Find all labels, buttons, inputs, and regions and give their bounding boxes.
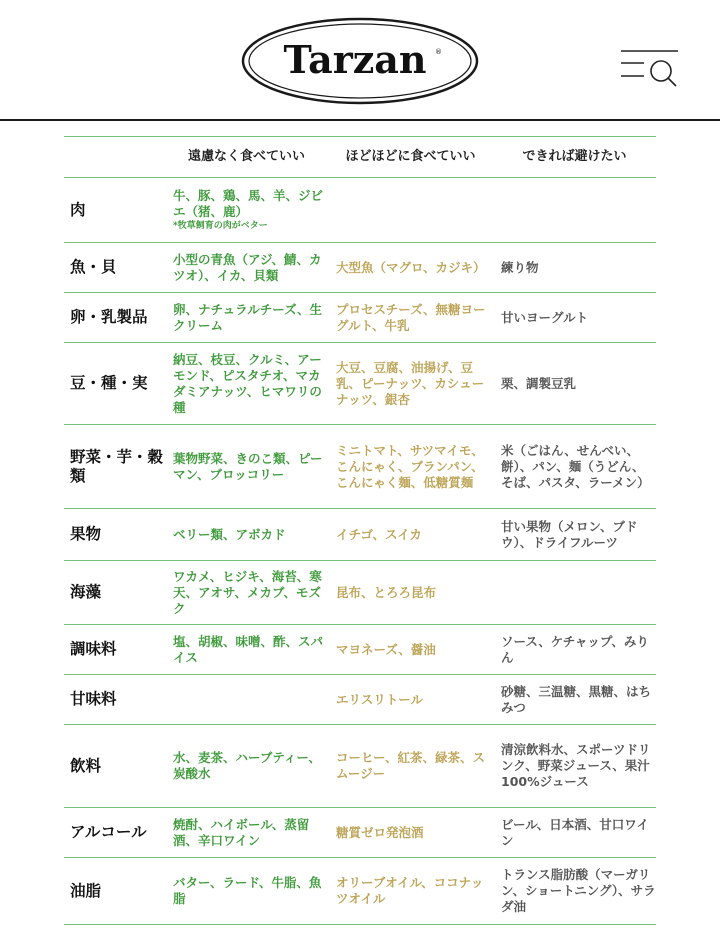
tarzan-logo[interactable] <box>241 17 479 105</box>
table-row <box>64 725 656 808</box>
table-row <box>64 243 656 293</box>
row-category: 甘味料 <box>64 675 165 725</box>
logo-emblem <box>241 17 479 105</box>
table-header-row <box>64 137 656 178</box>
cell-avoid: ソース、ケチャップ、みりん <box>493 625 656 675</box>
logo-text: Tarzan <box>283 37 427 82</box>
cell-moderate: エリスリトール <box>328 675 493 725</box>
header-moderate: ほどほどに食べていい <box>328 137 493 178</box>
cell-moderate: イチゴ、スイカ <box>328 509 493 561</box>
menu-search-icon <box>620 48 680 90</box>
header-empty <box>64 137 165 178</box>
cell-moderate <box>328 178 493 243</box>
site-header <box>0 0 720 121</box>
cell-moderate: 大型魚（マグロ、カジキ） <box>328 243 493 293</box>
cell-avoid: 練り物 <box>493 243 656 293</box>
cell-moderate: 昆布、とろろ昆布 <box>328 561 493 625</box>
cell-ok: バター、ラード、牛脂、魚脂 <box>165 858 328 925</box>
cell-avoid: 砂糖、三温糖、黒糖、はちみつ <box>493 675 656 725</box>
logo-registered-mark: ® <box>435 48 442 56</box>
table-row <box>64 675 656 725</box>
cell-avoid: ビール、日本酒、甘口ワイン <box>493 808 656 858</box>
cell-avoid <box>493 561 656 625</box>
row-category: アルコール <box>64 808 165 858</box>
cell-moderate: ミニトマト、サツマイモ、こんにゃく、ブランパン、こんにゃく麺、低糖質麺 <box>328 425 493 509</box>
menu-search-button[interactable] <box>620 48 680 90</box>
table-row <box>64 509 656 561</box>
row-category: 海藻 <box>64 561 165 625</box>
cell-avoid: 米（ごはん、せんべい、餅）、パン、麺（うどん、そば、パスタ、ラーメン） <box>493 425 656 509</box>
cell-avoid: 栗、調製豆乳 <box>493 343 656 425</box>
row-category: 野菜・芋・穀類 <box>64 425 165 509</box>
row-category: 調味料 <box>64 625 165 675</box>
cell-ok: 小型の青魚（アジ、鯖、カツオ）、イカ、貝類 <box>165 243 328 293</box>
cell-moderate: コーヒー、紅茶、緑茶、スムージー <box>328 725 493 808</box>
cell-moderate: 糖質ゼロ発泡酒 <box>328 808 493 858</box>
row-category: 卵・乳製品 <box>64 293 165 343</box>
table-row <box>64 858 656 925</box>
cell-ok: 焼酎、ハイボール、蒸留酒、辛口ワイン <box>165 808 328 858</box>
cell-avoid <box>493 178 656 243</box>
table-row <box>64 808 656 858</box>
cell-ok: 塩、胡椒、味噌、酢、スパイス <box>165 625 328 675</box>
cell-avoid: 甘い果物（メロン、ブドウ）、ドライフルーツ <box>493 509 656 561</box>
table-row <box>64 625 656 675</box>
row-category: 油脂 <box>64 858 165 925</box>
cell-avoid: 甘いヨーグルト <box>493 293 656 343</box>
cell-ok-note: *牧草飼育の肉がベター <box>173 221 268 231</box>
table-row <box>64 561 656 625</box>
table-row <box>64 425 656 509</box>
row-category: 肉 <box>64 178 165 243</box>
cell-ok-text: 牛、豚、鶏、馬、羊、ジビエ（猪、鹿） <box>173 188 324 219</box>
header-avoid: できれば避けたい <box>493 137 656 178</box>
cell-ok <box>165 178 328 243</box>
cell-moderate: 大豆、豆腐、油揚げ、豆乳、ピーナッツ、カシューナッツ、銀杏 <box>328 343 493 425</box>
cell-avoid: トランス脂肪酸（マーガリン、ショートニング）、サラダ油 <box>493 858 656 925</box>
table-row <box>64 293 656 343</box>
row-category: 豆・種・実 <box>64 343 165 425</box>
row-category: 果物 <box>64 509 165 561</box>
row-category: 魚・貝 <box>64 243 165 293</box>
cell-ok <box>165 675 328 725</box>
cell-ok: 納豆、枝豆、クルミ、アーモンド、ピスタチオ、マカダミアナッツ、ヒマワリの種 <box>165 343 328 425</box>
header-ok: 遠慮なく食べていい <box>165 137 328 178</box>
cell-ok: ワカメ、ヒジキ、海苔、寒天、アオサ、メカブ、モズク <box>165 561 328 625</box>
cell-avoid: 清涼飲料水、スポーツドリンク、野菜ジュース、果汁100%ジュース <box>493 725 656 808</box>
cell-moderate: マヨネーズ、醤油 <box>328 625 493 675</box>
cell-ok: 水、麦茶、ハーブティー、炭酸水 <box>165 725 328 808</box>
table-row <box>64 178 656 243</box>
cell-moderate: オリーブオイル、ココナッツオイル <box>328 858 493 925</box>
cell-moderate: プロセスチーズ、無糖ヨーグルト、牛乳 <box>328 293 493 343</box>
food-guide-table <box>64 136 656 925</box>
cell-ok: ベリー類、アボカド <box>165 509 328 561</box>
table-row <box>64 343 656 425</box>
row-category: 飲料 <box>64 725 165 808</box>
cell-ok: 卵、ナチュラルチーズ、生クリーム <box>165 293 328 343</box>
cell-ok: 葉物野菜、きのこ類、ピーマン、ブロッコリー <box>165 425 328 509</box>
